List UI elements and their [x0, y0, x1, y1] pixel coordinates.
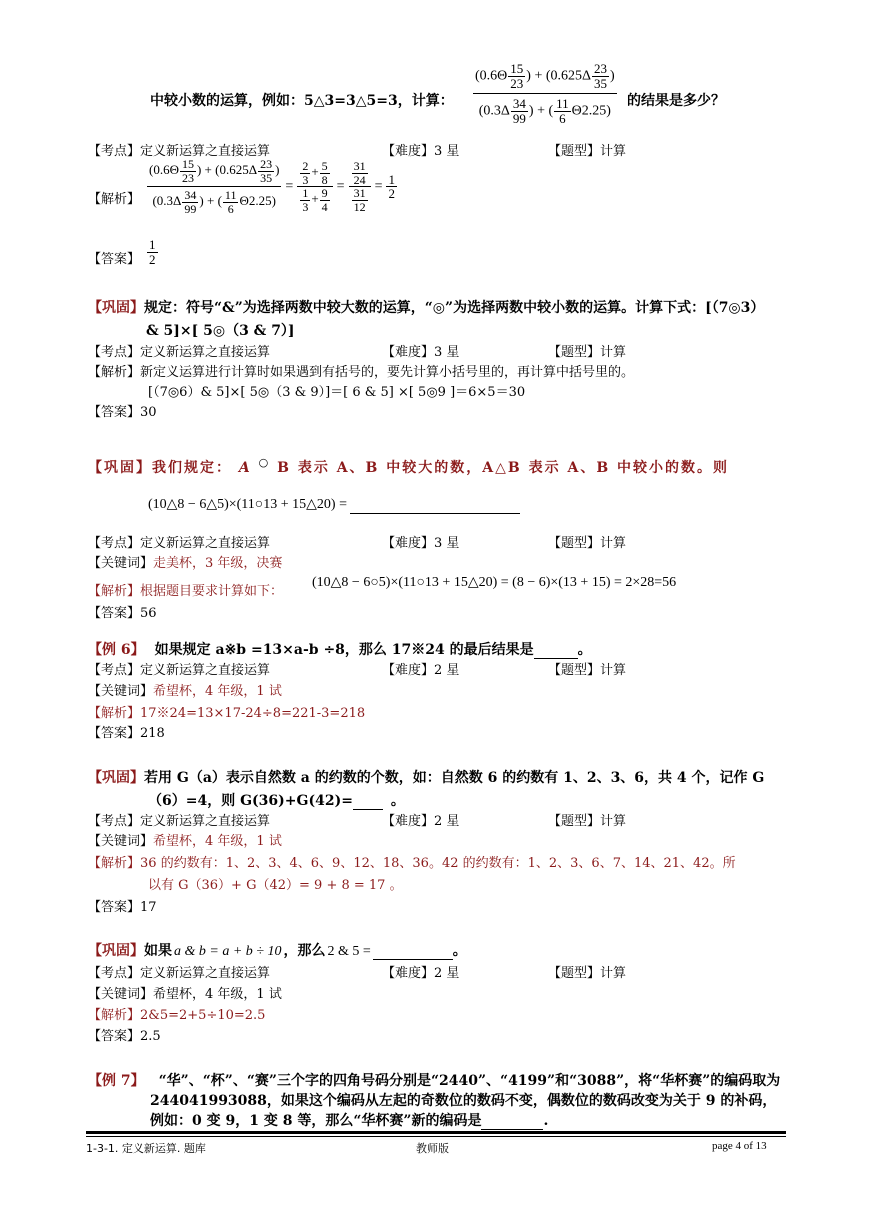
q5-stem: 【巩固】若用 G（a）表示自然数 a 的约数的个数，如：自然数 6 的约数有 1、2、3、6，共 4 个，记作 G	[88, 770, 765, 786]
kaodian-row: 【考点】定义新运算之直接运算	[88, 144, 271, 159]
q3-jiexi-expr: (10△8 − 6○5)×(11○13 + 15△20) = (8 − 6)×(13 + 15) = 2×28=56	[312, 575, 677, 590]
nandu-row: 【难度】3 星	[382, 144, 460, 159]
q4-tixing: 【题型】计算	[548, 663, 627, 678]
q5-kaodian: 【考点】定义新运算之直接运算	[88, 814, 271, 829]
q6-jiexi: 【解析】2&5=2+5÷10=2.5	[88, 1008, 266, 1023]
q2-tixing: 【题型】计算	[548, 345, 627, 360]
answer-blank	[481, 1113, 543, 1130]
q6-nandu: 【难度】2 星	[382, 966, 460, 981]
q7-stem-line3: 例如：0 变 9，1 变 8 等，那么“华杯赛”新的编码是 .	[150, 1113, 549, 1129]
q3-expression: (10△8 − 6△5)×(11○13 + 15△20) =	[148, 496, 520, 514]
q4-guanjian: 【关键词】希望杯，4 年级，1 试	[88, 684, 282, 699]
q3-tixing: 【题型】计算	[548, 536, 627, 551]
q6-kaodian: 【考点】定义新运算之直接运算	[88, 966, 271, 981]
q3-jiexi: 【解析】根据题目要求计算如下：	[88, 584, 284, 599]
q4-daan: 【答案】218	[88, 726, 165, 741]
q6-stem: 【巩固】如果 a & b = a + b ÷ 10 ，那么 2 & 5 = 。	[88, 943, 467, 959]
q3-nandu: 【难度】3 星	[382, 536, 460, 551]
q4-stem: 【例 6】 如果规定 a※b =13×a-b ÷8，那么 17※24 的最后结果是 。	[88, 642, 592, 658]
problem-fraction: (0.6Θ $\frac{15}{23}$ ) + (0.625Δ $\frac{23}{35}$ ) (0.3Δ $\frac{34}{99}$ ) + ( $\frac{11}{6}$ Θ2.25)	[475, 61, 615, 126]
q3-kaodian: 【考点】定义新运算之直接运算	[88, 536, 271, 551]
q5-jiexi: 【解析】36 的约数有：1、2、3、4、6、9、12、18、36。42 的约数有：1、2、3、6、7、14、21、42。所	[88, 856, 736, 871]
q5-stem-line2: （6）=4，则 G(36)+G(42)= 。	[148, 793, 405, 809]
q5-jiexi-line2: 以有 G（36）+ G（42）= 9 + 8 = 17 。	[148, 878, 403, 893]
q4-nandu: 【难度】2 星	[382, 663, 460, 678]
q2-kaodian: 【考点】定义新运算之直接运算	[88, 345, 271, 360]
footer-rule	[86, 1131, 786, 1134]
q6-daan: 【答案】2.5	[88, 1029, 161, 1044]
footer-center: 教师版	[416, 1142, 449, 1155]
q5-nandu: 【难度】2 星	[382, 814, 460, 829]
q6-guanjian: 【关键词】希望杯，4 年级，1 试	[88, 987, 282, 1002]
answer-blank	[353, 793, 383, 810]
daan-label: 【答案】	[88, 252, 141, 267]
q2-stem: 【巩固】规定：符号“&”为选择两数中较大数的运算，“◎”为选择两数中较小数的运算。计算下式：[（7◎3）	[88, 300, 765, 316]
q7-stem-line2: 244041993088，如果这个编码从左起的奇数位的数码不变，偶数位的数码改变为关于 9 的补码，	[150, 1093, 777, 1109]
answer-blank	[534, 642, 578, 659]
q7-stem: 【例 7】 “华”、“杯”、“赛”三个字的四角号码分别是“2440”、“4199”和“3088”，将“华杯赛”的编码取为	[88, 1073, 781, 1089]
answer-blank	[373, 943, 453, 960]
q2-jiexi-line2: [（7◎6）& 5]×[ 5◎（3 & 9）]＝[ 6 & 5] ×[ 5◎9 ]＝6×5＝30	[148, 385, 526, 400]
footer-left: 1-3-1. 定义新运算. 题库	[86, 1142, 206, 1155]
q2-stem-line2: & 5]×[ 5◎（3 & 7）]	[146, 323, 295, 339]
solution-math: (0.6Θ $\frac{15}{23}$ ) + (0.625Δ $\frac{23}{35}$ ) (0.3Δ $\frac{34}{99}$ ) + ( $\frac{11}{6}$ Θ2.25) = $\frac{2}{3}$ + $\frac{5}{8}$ $\frac{1}{3}$ + $\frac{9}{4}$ = $\frac{\frac{31}{24}}{\frac{31}{12}}$ = $\frac{1}{2}$	[149, 157, 395, 216]
tixing-row: 【题型】计算	[548, 144, 627, 159]
q2-daan: 【答案】30	[88, 405, 157, 420]
jiexi-label: 【解析】	[88, 192, 141, 207]
answer-fraction: $\frac{1}{2}$	[149, 237, 156, 267]
q5-daan: 【答案】17	[88, 900, 157, 915]
q4-jiexi: 【解析】17※24=13×17-24÷8=221-3=218	[88, 706, 366, 721]
footer-page-number: page 4 of 13	[712, 1140, 767, 1152]
q2-nandu: 【难度】3 星	[382, 345, 460, 360]
q3-stem: 【巩固】我们规定： A ○ B 表示 A、B 中较大的数，A△B 表示 A、B 中较小的数。则	[88, 456, 730, 476]
problem-question: 的结果是多少？	[627, 93, 725, 109]
q6-tixing: 【题型】计算	[548, 966, 627, 981]
q4-kaodian: 【考点】定义新运算之直接运算	[88, 663, 271, 678]
q5-guanjian: 【关键词】希望杯，4 年级，1 试	[88, 834, 282, 849]
q5-tixing: 【题型】计算	[548, 814, 627, 829]
answer-blank	[350, 497, 520, 514]
footer-rule-thin	[86, 1136, 786, 1137]
problem-intro: 中较小数的运算，例如：5△3=3△5=3，计算：	[150, 93, 454, 109]
q3-daan: 【答案】56	[88, 606, 157, 621]
q2-jiexi: 【解析】新定义运算进行计算时如果遇到有括号的，要先计算小括号里的，再计算中括号里的。	[88, 365, 635, 380]
q3-guanjian: 【关键词】走美杯，3 年级，决赛	[88, 556, 283, 571]
